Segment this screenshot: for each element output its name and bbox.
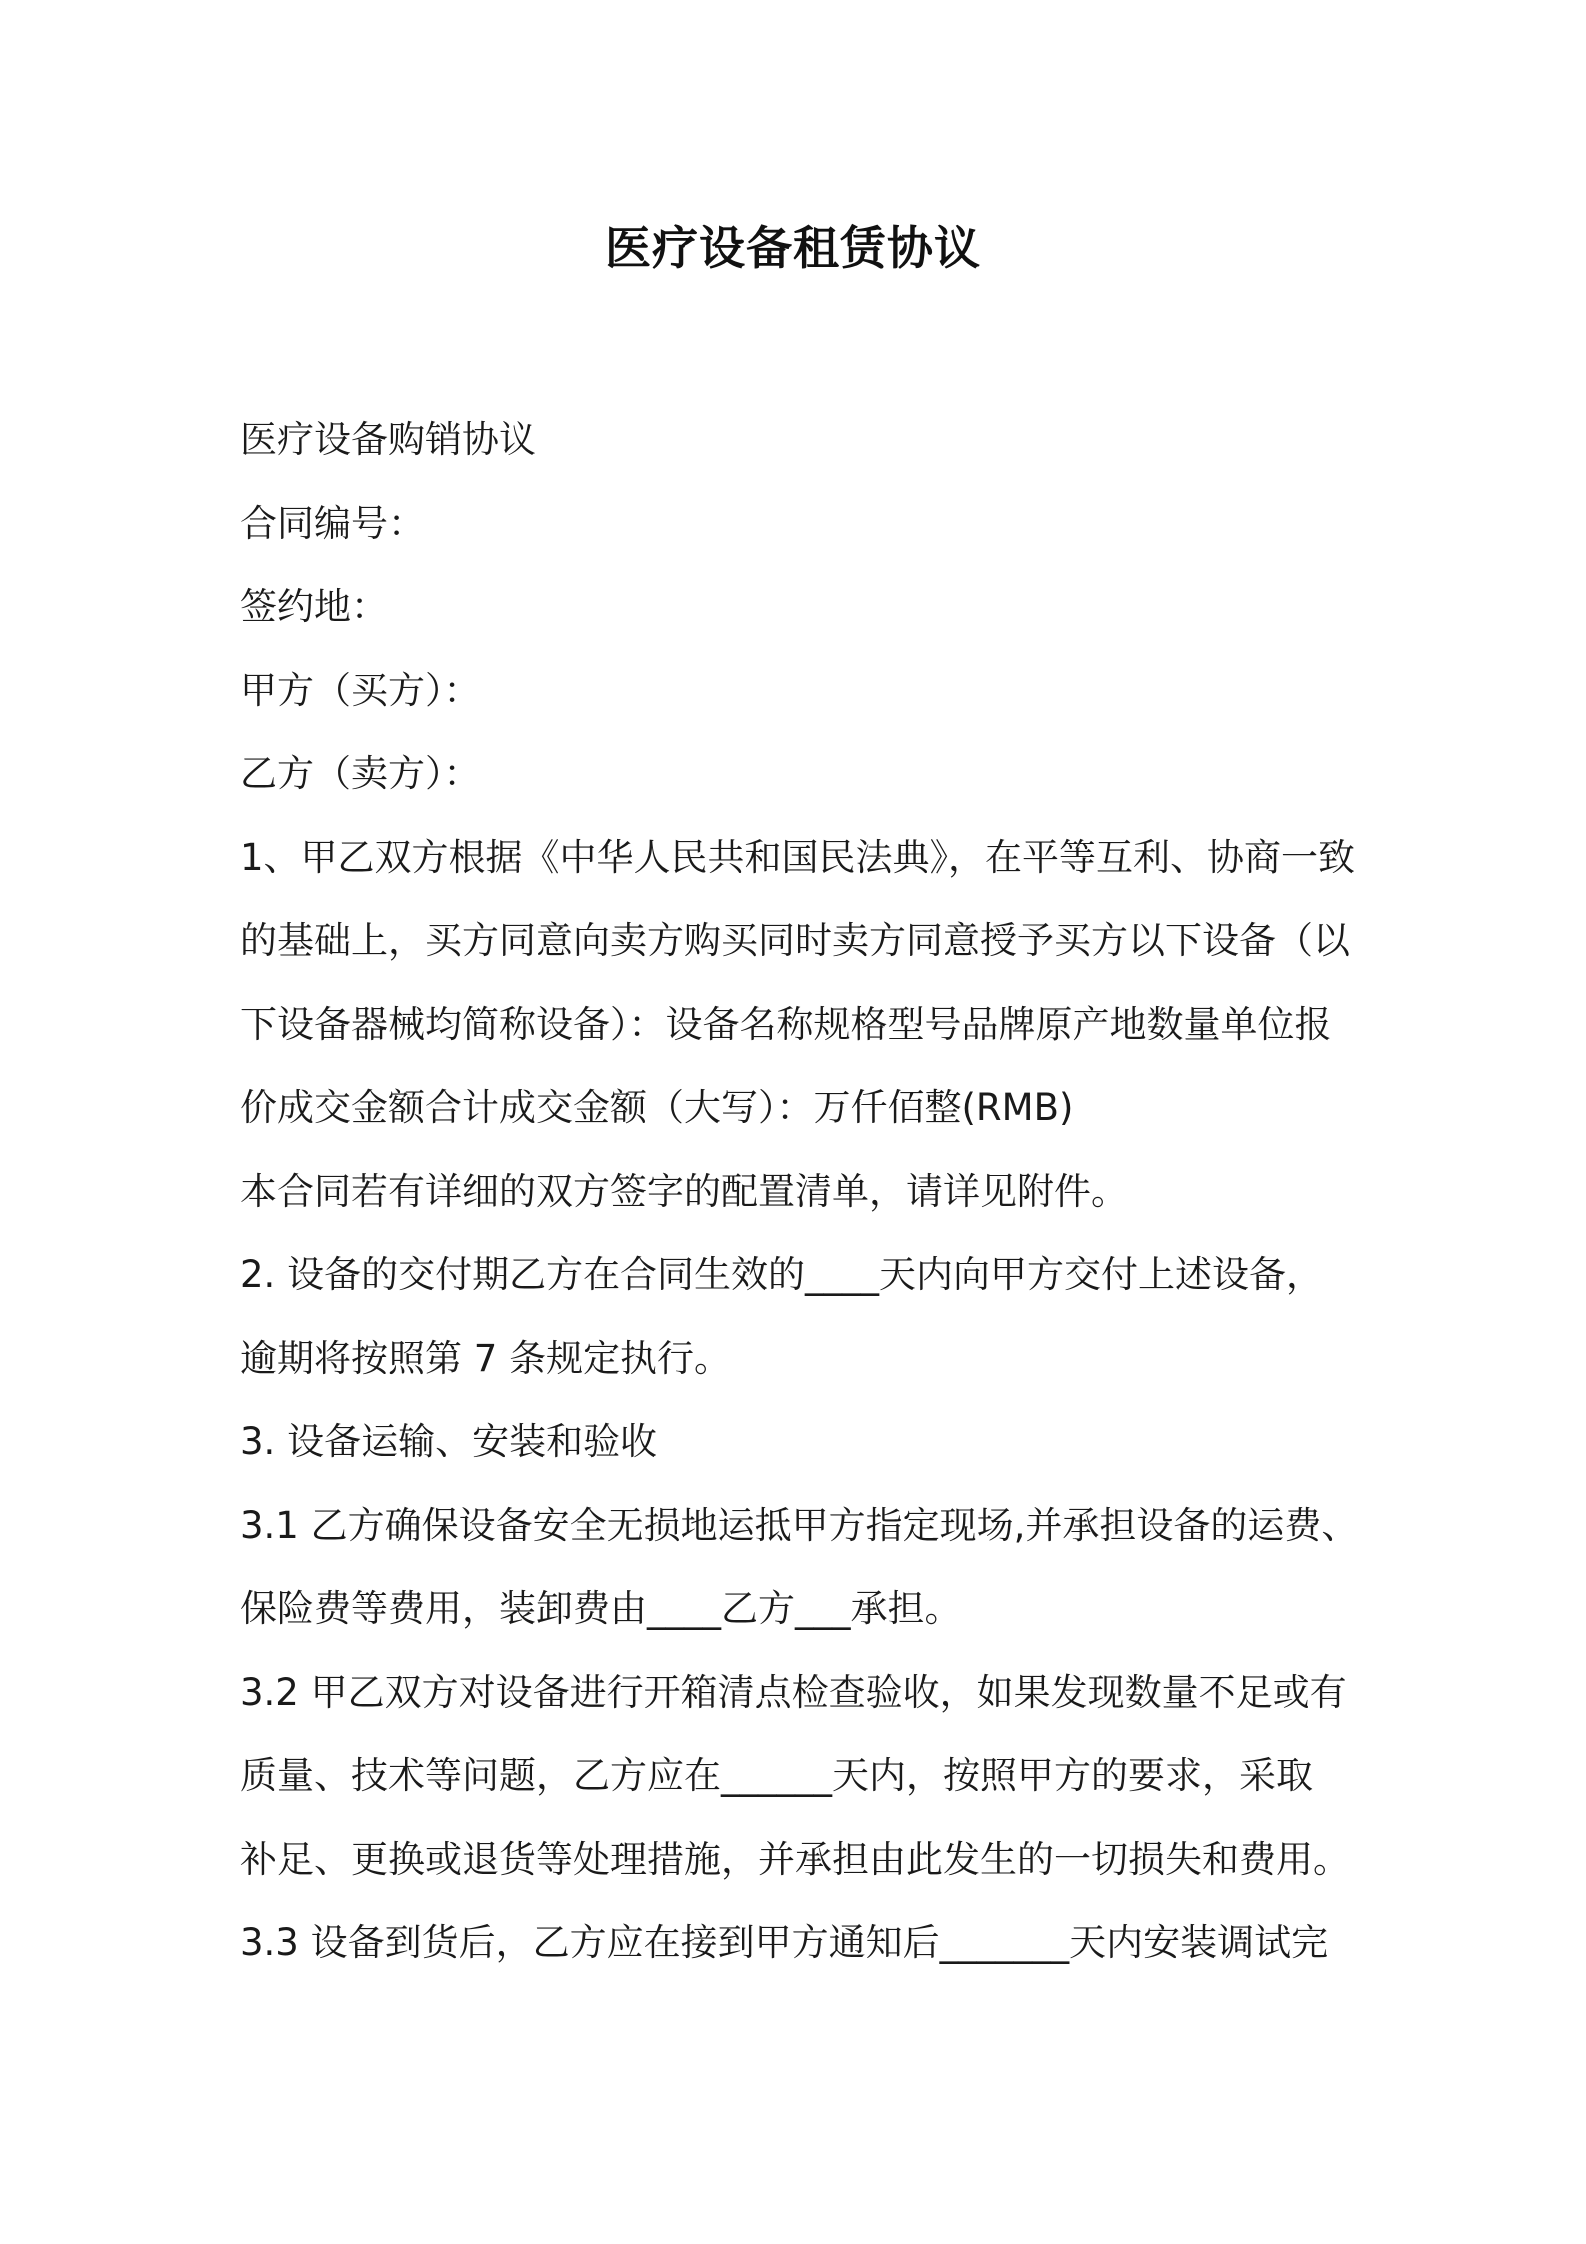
body-line: 的基础上，买方同意向卖方购买同时卖方同意授予买方以下设备（以 <box>240 919 1350 962</box>
body-line: 甲方（买方）： <box>240 668 481 712</box>
body-line: 乙方（卖方）： <box>240 752 481 795</box>
body-line: 合同编号： <box>240 501 425 545</box>
body-line: 3.2 甲乙双方对设备进行开箱清点检查验收，如果发现数量不足或有 <box>240 1670 1347 1714</box>
body-line: 补足、更换或退货等处理措施，并承担由此发生的一切损失和费用。 <box>240 1837 1350 1881</box>
body-line: 下设备器械均简称设备）：设备名称规格型号品牌原产地数量单位报 <box>240 1002 1332 1046</box>
body-line: 逾期将按照第 7 条规定执行。 <box>240 1336 732 1380</box>
document-title: 医疗设备租赁协议 <box>605 221 981 275</box>
body-line: 质量、技术等问题，乙方应在______天内，按照甲方的要求，采取 <box>240 1754 1313 1797</box>
document-body <box>240 398 1370 1985</box>
body-line: 3.1 乙方确保设备安全无损地运抵甲方指定现场,并承担设备的运费、 <box>240 1503 1359 1547</box>
body-line: 价成交金额合计成交金额（大写）：万仟佰整(RMB) <box>240 1086 1074 1129</box>
body-line: 2. 设备的交付期乙方在合同生效的____天内向甲方交付上述设备， <box>240 1253 1324 1296</box>
body-line: 保险费等费用，装卸费由____乙方___承担。 <box>240 1587 962 1630</box>
body-line: 医疗设备购销协议 <box>240 418 536 461</box>
body-line: 签约地： <box>240 585 388 628</box>
body-line: 1、甲乙双方根据《中华人民共和国民法典》，在平等互利、协商一致 <box>240 835 1356 879</box>
body-line: 3. 设备运输、安装和验收 <box>240 1420 658 1463</box>
body-line: 本合同若有详细的双方签字的配置清单，请详见附件。 <box>240 1169 1128 1213</box>
body-line: 3.3 设备到货后，乙方应在接到甲方通知后_______天内安装调试完 <box>240 1921 1329 1964</box>
